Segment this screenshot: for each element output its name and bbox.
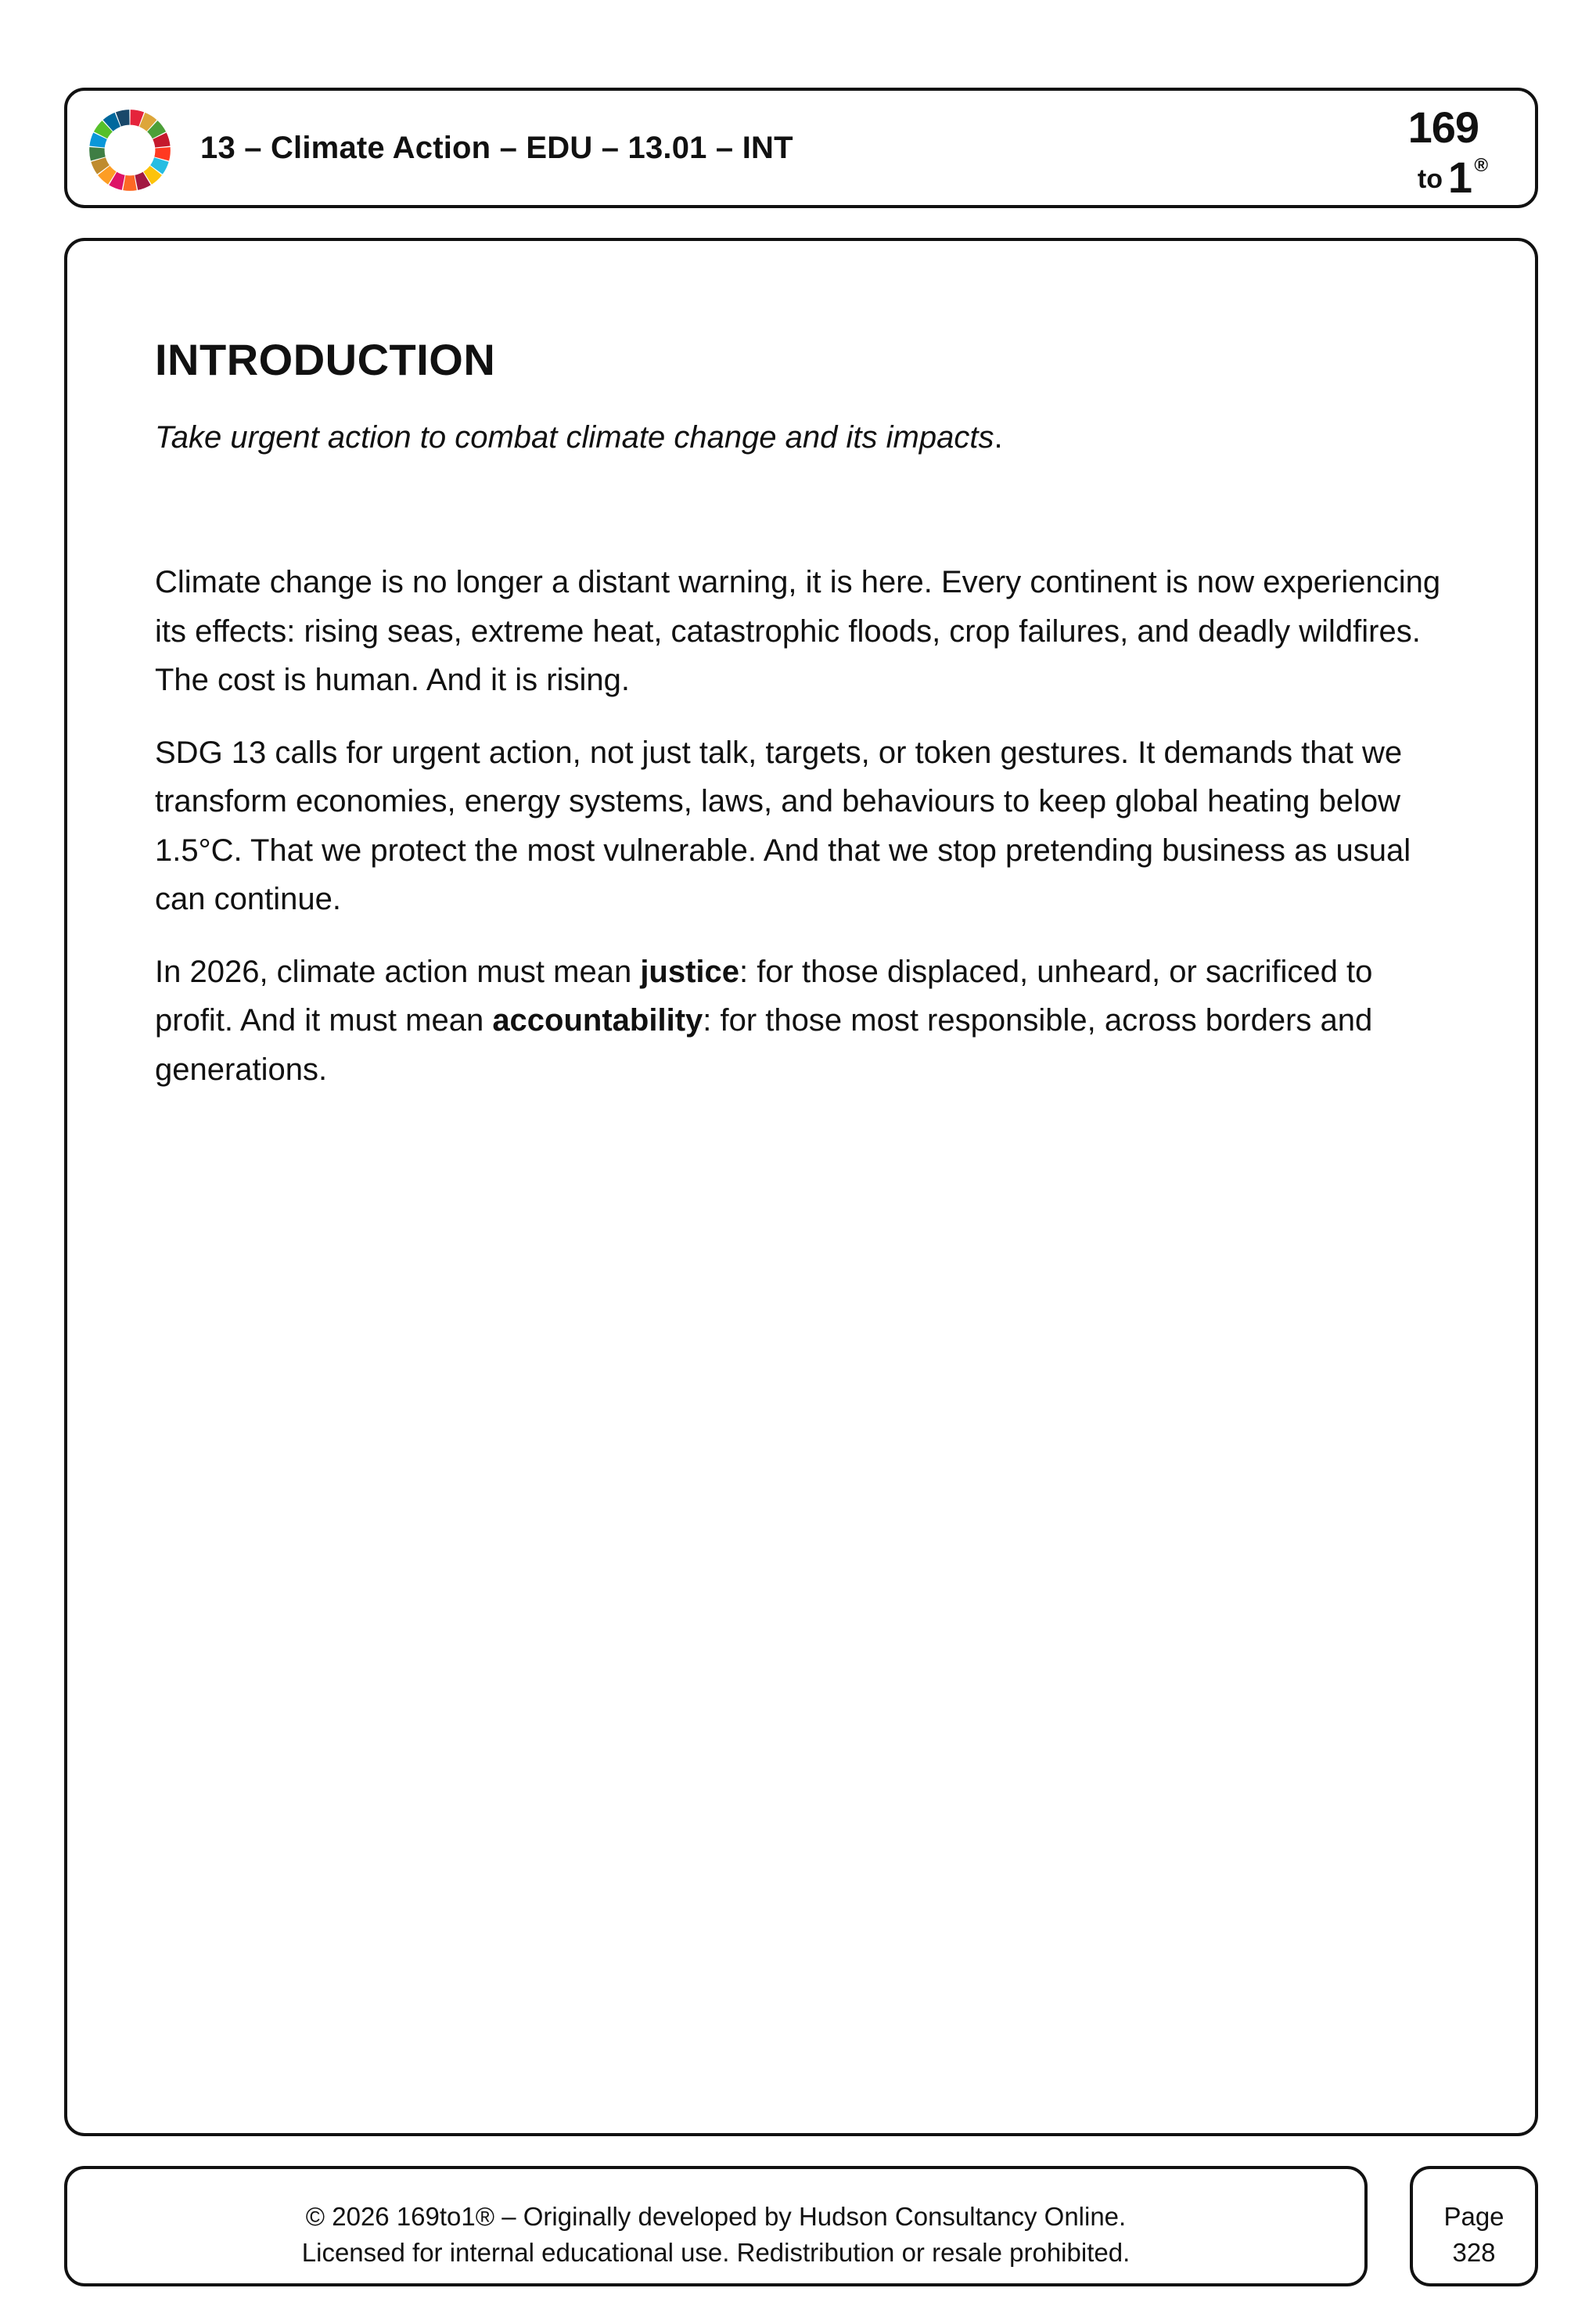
copyright-text [67,2199,1364,2271]
paragraph-1: Climate change is no longer a distant warning, it is here. Every continent is now experiencing its effects: rising seas, extreme heat, catastrophic floods, crop failures, and deadly wildfires. The cost is human. And it is rising. [155,565,1441,698]
document-title: 13 – Climate Action – EDU – 13.01 – INT [200,131,793,165]
page-number-box [1410,2166,1538,2286]
paragraph-3-part-3: : for those most responsible, across borders and generations. [155,1003,1373,1087]
copyright-footer [64,2166,1368,2286]
section-heading: INTRODUCTION [155,335,496,384]
content-panel [64,238,1538,2136]
page-indicator [1413,2199,1535,2271]
brand-logo [1379,97,1488,202]
subtitle-period: . [994,420,1003,455]
brand-logo-registered: ® [1474,155,1488,176]
copyright-line-2: Licensed for internal educational use. Redistribution or resale prohibited. [301,2238,1130,2267]
emphasis-accountability: accountability [492,1003,703,1038]
copyright-line-1: © 2026 169to1® – Originally developed by Hudson Consultancy Online. [305,2202,1127,2231]
paragraph-2: SDG 13 calls for urgent action, not just talk, targets, or token gestures. It demands that we transform economies, energy systems, laws, and behaviours to keep global heating below 1.5°C. That we protect the most vulnerable. And that we stop pretending business as usual can continue. [155,735,1411,917]
content-body [155,333,1454,1094]
page-label: Page [1443,2202,1504,2231]
brand-logo-number: 169 [1407,103,1479,152]
sdg-wheel-segment [123,175,137,191]
brand-logo-to: to [1417,164,1443,194]
paragraph-3-part-2: : for those displaced, unheard, or sacrificed to profit. And it must mean [155,954,1373,1038]
section-subtitle [155,417,1454,458]
brand-logo-one: 1 [1447,153,1472,202]
paragraph-3 [155,948,1454,1095]
document-header [64,88,1538,208]
page-number: 328 [1452,2238,1496,2267]
sdg-color-wheel-icon [88,108,172,192]
emphasis-justice: justice [640,954,740,989]
subtitle-text: Take urgent action to combat climate change and its impacts [155,420,994,455]
paragraph-3-part-1: In 2026, climate action must mean [155,954,641,989]
